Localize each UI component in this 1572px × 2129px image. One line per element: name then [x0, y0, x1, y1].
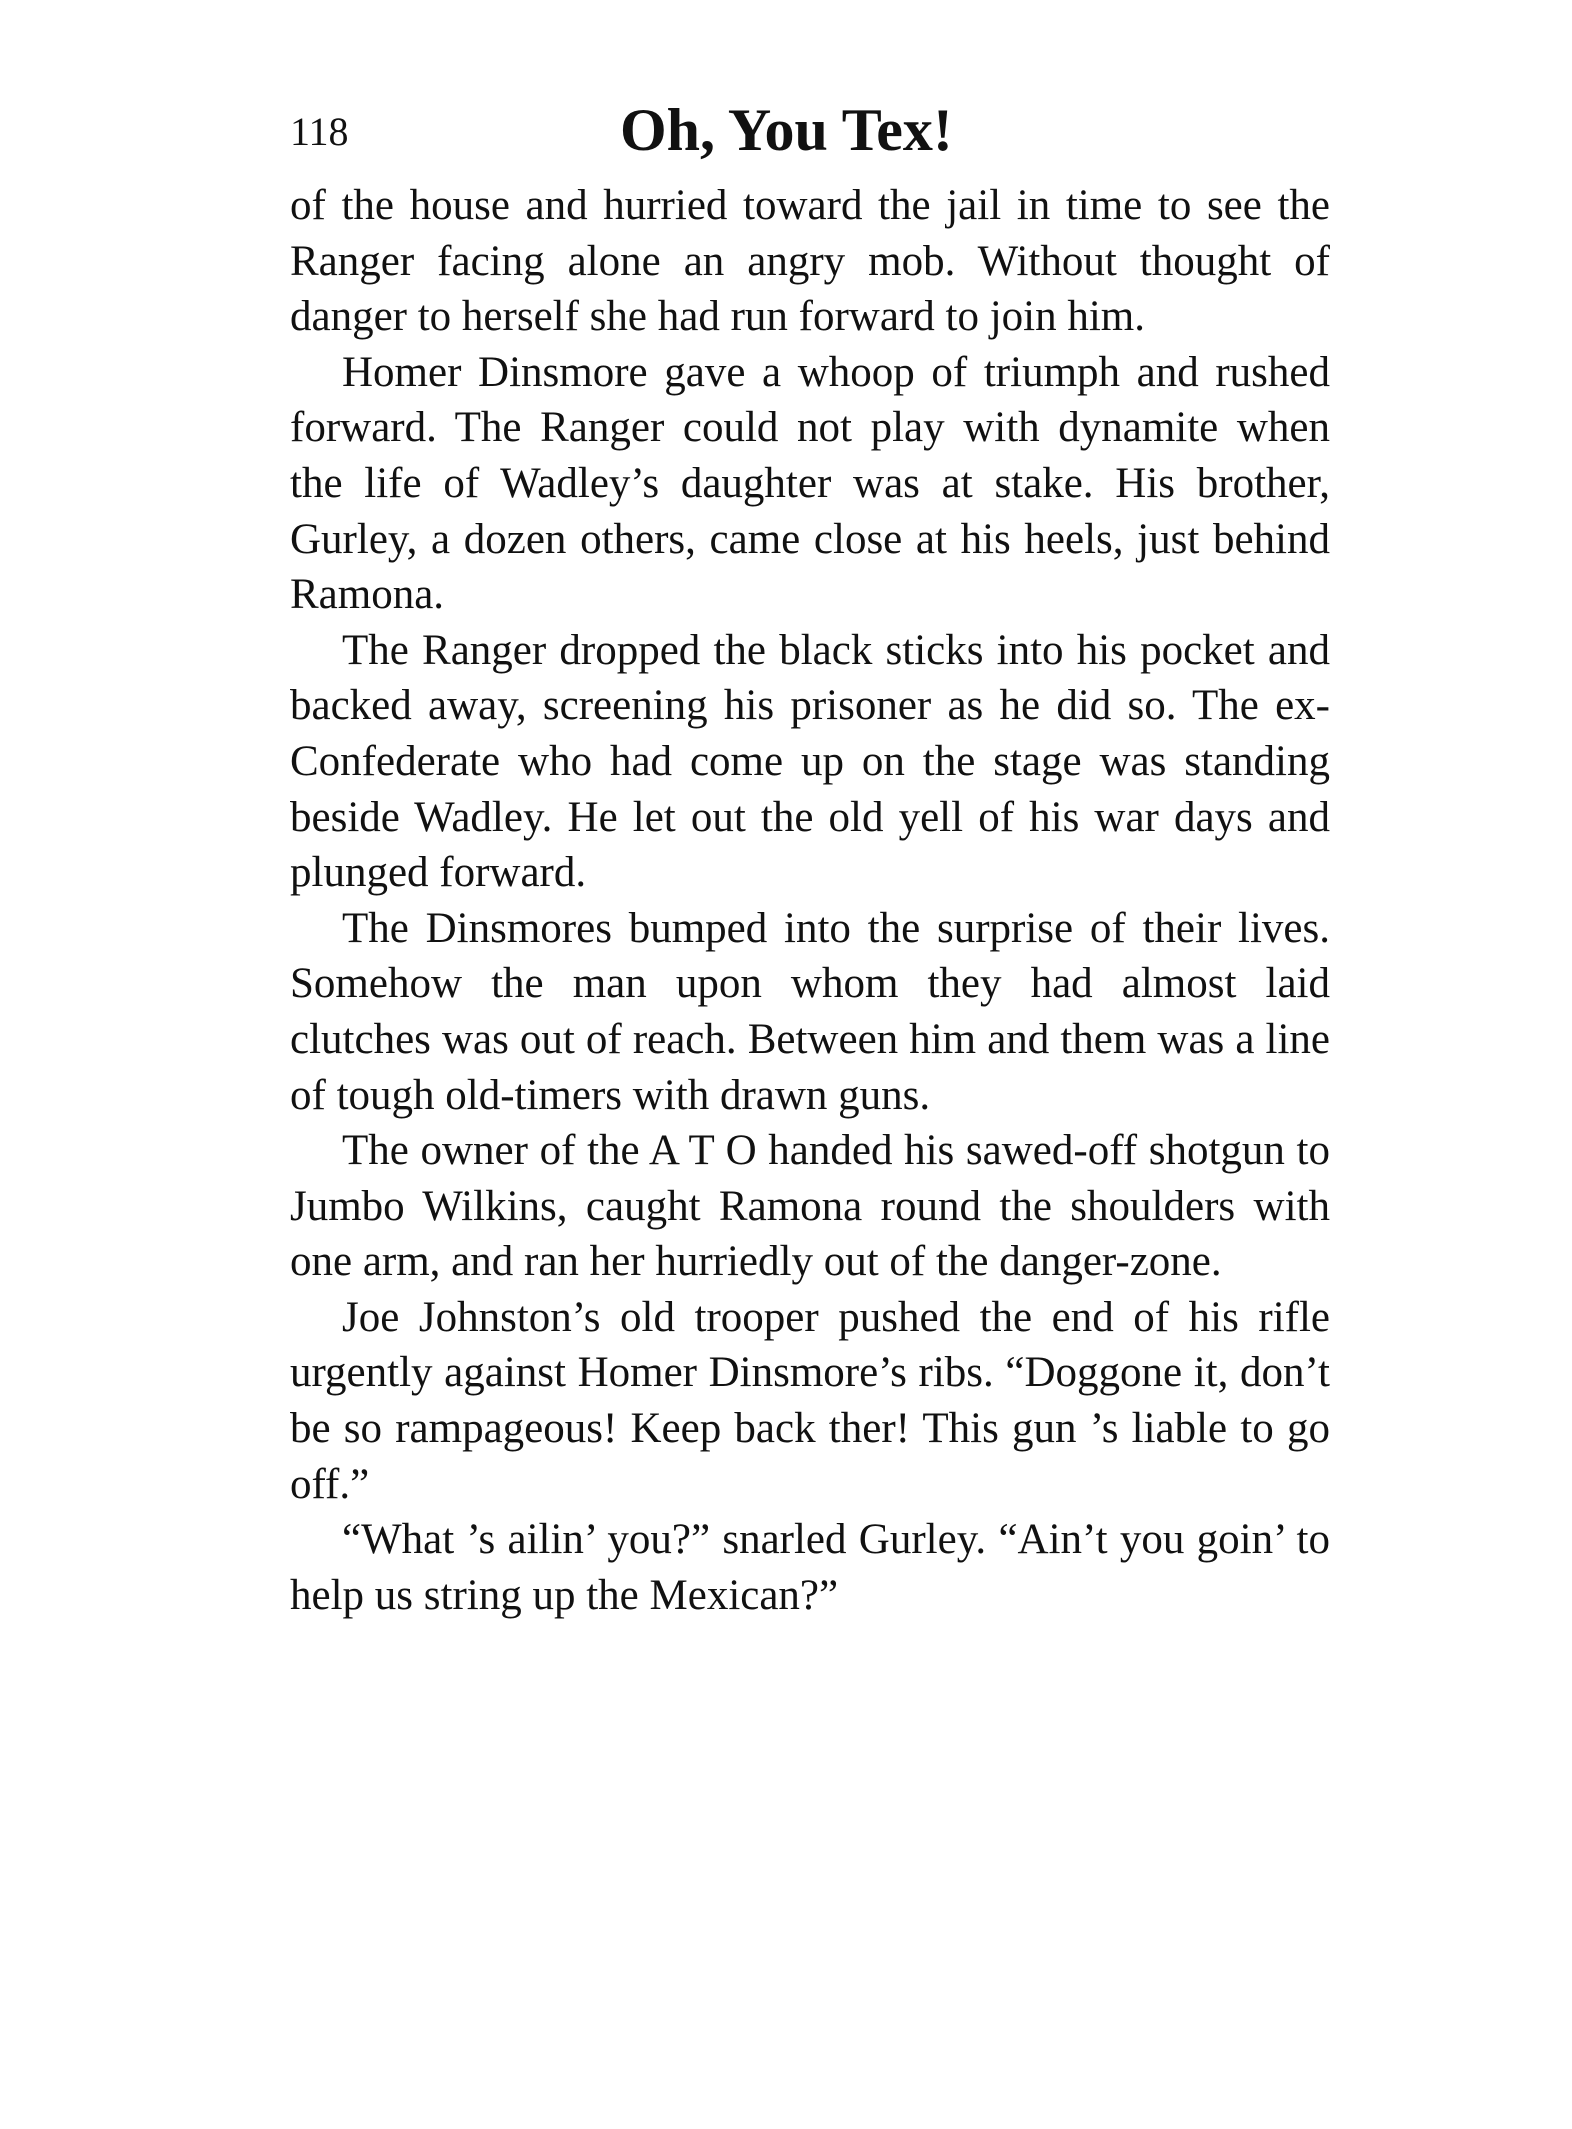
paragraph: The Dinsmores bumped into the surprise of their lives. Somehow the man upon whom they had almost laid clutches was out of reach. Between him and them was a line of tough old-timers with drawn guns.: [290, 904, 1330, 1119]
paragraph: Homer Dinsmore gave a whoop of triumph and rushed forward. The Ranger could not play with dynamite when the life of Wadley’s daughter was at stake. His brother, Gurley, a dozen others, came close at his heels, just behind Ramona.: [290, 348, 1330, 619]
paragraph: The owner of the A T O handed his sawed-off shotgun to Jumbo Wilkins, caught Ramona round the shoulders with one arm, and ran her hurriedly out of the danger-zone.: [290, 1127, 1330, 1286]
body-text: [290, 178, 1330, 1623]
paragraph: The Ranger dropped the black sticks into his pocket and backed away, screening his prisoner as he did so. The ex-Confederate who had come up on the stage was standing beside Wadley. He let out the old yell of his war days and plunged forward.: [290, 626, 1330, 897]
paragraph: “What ’s ailin’ you?” snarled Gurley. “Ain’t you goin’ to help us string up the Mexican?”: [290, 1516, 1330, 1619]
paragraph-continued: of the house and hurried toward the jail in time to see the Ranger facing alone an angry mob. Without thought of danger to herself she had run forward to join him.: [290, 182, 1330, 341]
page-number: 118: [290, 109, 349, 154]
page-header: [290, 90, 1330, 180]
paragraph: Joe Johnston’s old trooper pushed the end of his rifle urgently against Homer Dinsmore’s ribs. “Doggone it, don’t be so rampageous! Keep back ther! This gun ’s liable to go off.”: [290, 1293, 1330, 1508]
running-title: Oh, You Tex!: [620, 97, 953, 163]
